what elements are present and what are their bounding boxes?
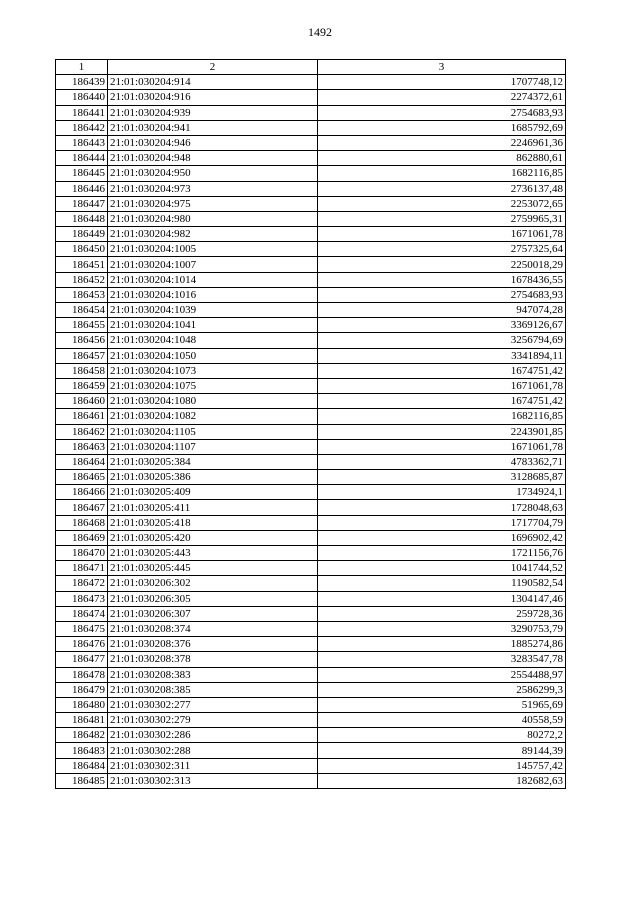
cadastral-value-cell: 1707748,12 xyxy=(318,75,566,90)
row-index-cell: 186465 xyxy=(56,470,108,485)
cadastral-value-cell: 1682116,85 xyxy=(318,166,566,181)
cadastral-number-cell: 21:01:030208:385 xyxy=(108,682,318,697)
table-row xyxy=(56,303,566,318)
cadastral-value-cell: 4783362,71 xyxy=(318,454,566,469)
cadastral-value-cell: 2754683,93 xyxy=(318,105,566,120)
cadastral-value-table xyxy=(55,59,566,789)
cadastral-value-cell: 1685792,69 xyxy=(318,120,566,135)
column-header-index: 1 xyxy=(56,60,108,75)
table-row xyxy=(56,105,566,120)
row-index-cell: 186442 xyxy=(56,120,108,135)
column-header-cadastral-number: 2 xyxy=(108,60,318,75)
table-row xyxy=(56,470,566,485)
column-header-value: 3 xyxy=(318,60,566,75)
table-row xyxy=(56,227,566,242)
cadastral-number-cell: 21:01:030204:946 xyxy=(108,135,318,150)
cadastral-number-cell: 21:01:030204:1105 xyxy=(108,424,318,439)
row-index-cell: 186451 xyxy=(56,257,108,272)
table-row xyxy=(56,546,566,561)
cadastral-value-cell: 145757,42 xyxy=(318,758,566,773)
cadastral-value-cell: 3283547,78 xyxy=(318,652,566,667)
cadastral-number-cell: 21:01:030204:1007 xyxy=(108,257,318,272)
cadastral-value-cell: 51965,69 xyxy=(318,697,566,712)
table-row xyxy=(56,242,566,257)
row-index-cell: 186476 xyxy=(56,637,108,652)
cadastral-number-cell: 21:01:030204:1073 xyxy=(108,363,318,378)
cadastral-number-cell: 21:01:030205:445 xyxy=(108,561,318,576)
cadastral-value-cell: 862880,61 xyxy=(318,151,566,166)
table-row xyxy=(56,348,566,363)
cadastral-value-cell: 40558,59 xyxy=(318,713,566,728)
cadastral-number-cell: 21:01:030204:1107 xyxy=(108,439,318,454)
row-index-cell: 186447 xyxy=(56,196,108,211)
cadastral-value-cell: 1190582,54 xyxy=(318,576,566,591)
cadastral-value-cell: 2253072,65 xyxy=(318,196,566,211)
table-row xyxy=(56,621,566,636)
table-row xyxy=(56,576,566,591)
cadastral-number-cell: 21:01:030204:1041 xyxy=(108,318,318,333)
cadastral-value-cell: 3290753,79 xyxy=(318,621,566,636)
cadastral-number-cell: 21:01:030204:1050 xyxy=(108,348,318,363)
cadastral-value-cell: 1728048,63 xyxy=(318,500,566,515)
cadastral-value-cell: 1041744,52 xyxy=(318,561,566,576)
cadastral-value-cell: 1671061,78 xyxy=(318,439,566,454)
table-row xyxy=(56,135,566,150)
row-index-cell: 186470 xyxy=(56,546,108,561)
cadastral-value-cell: 1696902,42 xyxy=(318,530,566,545)
table-row xyxy=(56,211,566,226)
table-row xyxy=(56,257,566,272)
row-index-cell: 186483 xyxy=(56,743,108,758)
row-index-cell: 186471 xyxy=(56,561,108,576)
row-index-cell: 186459 xyxy=(56,378,108,393)
cadastral-value-cell: 1304147,46 xyxy=(318,591,566,606)
row-index-cell: 186482 xyxy=(56,728,108,743)
cadastral-value-cell: 259728,36 xyxy=(318,606,566,621)
cadastral-value-cell: 2754683,93 xyxy=(318,287,566,302)
cadastral-number-cell: 21:01:030206:305 xyxy=(108,591,318,606)
cadastral-number-cell: 21:01:030205:420 xyxy=(108,530,318,545)
cadastral-value-cell: 1678436,55 xyxy=(318,272,566,287)
cadastral-number-cell: 21:01:030204:1082 xyxy=(108,409,318,424)
cadastral-value-cell: 1674751,42 xyxy=(318,363,566,378)
row-index-cell: 186464 xyxy=(56,454,108,469)
row-index-cell: 186450 xyxy=(56,242,108,257)
table-row xyxy=(56,166,566,181)
page-number: 1492 xyxy=(308,25,332,39)
cadastral-value-cell: 1671061,78 xyxy=(318,378,566,393)
table-row xyxy=(56,682,566,697)
table-row xyxy=(56,424,566,439)
cadastral-value-cell: 182682,63 xyxy=(318,773,566,788)
cadastral-number-cell: 21:01:030204:948 xyxy=(108,151,318,166)
cadastral-value-cell: 1671061,78 xyxy=(318,227,566,242)
row-index-cell: 186480 xyxy=(56,697,108,712)
cadastral-number-cell: 21:01:030204:1048 xyxy=(108,333,318,348)
cadastral-value-cell: 2586299,3 xyxy=(318,682,566,697)
row-index-cell: 186445 xyxy=(56,166,108,181)
table-row xyxy=(56,713,566,728)
table-row xyxy=(56,318,566,333)
row-index-cell: 186481 xyxy=(56,713,108,728)
cadastral-value-cell: 1717704,79 xyxy=(318,515,566,530)
table-row xyxy=(56,394,566,409)
row-index-cell: 186466 xyxy=(56,485,108,500)
cadastral-number-cell: 21:01:030204:1039 xyxy=(108,303,318,318)
cadastral-value-cell: 2759965,31 xyxy=(318,211,566,226)
cadastral-value-cell: 3128685,87 xyxy=(318,470,566,485)
row-index-cell: 186477 xyxy=(56,652,108,667)
row-index-cell: 186460 xyxy=(56,394,108,409)
cadastral-value-cell: 80272,2 xyxy=(318,728,566,743)
cadastral-value-cell: 2243901,85 xyxy=(318,424,566,439)
cadastral-number-cell: 21:01:030302:286 xyxy=(108,728,318,743)
table-row xyxy=(56,151,566,166)
row-index-cell: 186449 xyxy=(56,227,108,242)
cadastral-value-cell: 947074,28 xyxy=(318,303,566,318)
cadastral-number-cell: 21:01:030204:914 xyxy=(108,75,318,90)
cadastral-number-cell: 21:01:030204:1075 xyxy=(108,378,318,393)
cadastral-value-cell: 2250018,29 xyxy=(318,257,566,272)
cadastral-number-cell: 21:01:030205:386 xyxy=(108,470,318,485)
table-row xyxy=(56,272,566,287)
cadastral-number-cell: 21:01:030302:313 xyxy=(108,773,318,788)
table-row xyxy=(56,181,566,196)
table-row xyxy=(56,667,566,682)
row-index-cell: 186443 xyxy=(56,135,108,150)
table-row xyxy=(56,652,566,667)
cadastral-number-cell: 21:01:030205:443 xyxy=(108,546,318,561)
cadastral-number-cell: 21:01:030208:383 xyxy=(108,667,318,682)
cadastral-number-cell: 21:01:030204:975 xyxy=(108,196,318,211)
cadastral-number-cell: 21:01:030204:950 xyxy=(108,166,318,181)
table-row xyxy=(56,561,566,576)
row-index-cell: 186463 xyxy=(56,439,108,454)
table-row xyxy=(56,743,566,758)
row-index-cell: 186485 xyxy=(56,773,108,788)
table-row xyxy=(56,637,566,652)
table-row xyxy=(56,697,566,712)
row-index-cell: 186472 xyxy=(56,576,108,591)
table-row xyxy=(56,363,566,378)
row-index-cell: 186444 xyxy=(56,151,108,166)
table-row xyxy=(56,196,566,211)
table-row xyxy=(56,758,566,773)
table-row xyxy=(56,773,566,788)
cadastral-value-cell: 2554488,97 xyxy=(318,667,566,682)
row-index-cell: 186455 xyxy=(56,318,108,333)
row-index-cell: 186448 xyxy=(56,211,108,226)
cadastral-number-cell: 21:01:030204:982 xyxy=(108,227,318,242)
cadastral-number-cell: 21:01:030204:1016 xyxy=(108,287,318,302)
table-row xyxy=(56,409,566,424)
row-index-cell: 186446 xyxy=(56,181,108,196)
cadastral-number-cell: 21:01:030205:411 xyxy=(108,500,318,515)
cadastral-value-cell: 1682116,85 xyxy=(318,409,566,424)
cadastral-number-cell: 21:01:030208:376 xyxy=(108,637,318,652)
row-index-cell: 186456 xyxy=(56,333,108,348)
row-index-cell: 186479 xyxy=(56,682,108,697)
cadastral-number-cell: 21:01:030302:288 xyxy=(108,743,318,758)
cadastral-number-cell: 21:01:030204:939 xyxy=(108,105,318,120)
table-row xyxy=(56,378,566,393)
cadastral-value-cell: 2246961,36 xyxy=(318,135,566,150)
row-index-cell: 186457 xyxy=(56,348,108,363)
row-index-cell: 186462 xyxy=(56,424,108,439)
cadastral-number-cell: 21:01:030205:384 xyxy=(108,454,318,469)
table-row xyxy=(56,120,566,135)
cadastral-value-cell: 2757325,64 xyxy=(318,242,566,257)
cadastral-number-cell: 21:01:030204:1080 xyxy=(108,394,318,409)
table-row xyxy=(56,500,566,515)
cadastral-value-cell: 1721156,76 xyxy=(318,546,566,561)
cadastral-number-cell: 21:01:030204:941 xyxy=(108,120,318,135)
row-index-cell: 186440 xyxy=(56,90,108,105)
table-row xyxy=(56,90,566,105)
table-body xyxy=(56,75,566,789)
cadastral-value-cell: 2736137,48 xyxy=(318,181,566,196)
cadastral-number-cell: 21:01:030302:277 xyxy=(108,697,318,712)
cadastral-number-cell: 21:01:030302:279 xyxy=(108,713,318,728)
cadastral-number-cell: 21:01:030206:302 xyxy=(108,576,318,591)
cadastral-value-cell: 3369126,67 xyxy=(318,318,566,333)
cadastral-value-cell: 1885274,86 xyxy=(318,637,566,652)
cadastral-value-cell: 3256794,69 xyxy=(318,333,566,348)
table-row xyxy=(56,333,566,348)
row-index-cell: 186473 xyxy=(56,591,108,606)
cadastral-value-cell: 2274372,61 xyxy=(318,90,566,105)
cadastral-value-cell: 3341894,11 xyxy=(318,348,566,363)
table-header-row xyxy=(56,60,566,75)
cadastral-number-cell: 21:01:030204:980 xyxy=(108,211,318,226)
row-index-cell: 186439 xyxy=(56,75,108,90)
table-row xyxy=(56,728,566,743)
cadastral-number-cell: 21:01:030205:409 xyxy=(108,485,318,500)
row-index-cell: 186475 xyxy=(56,621,108,636)
row-index-cell: 186478 xyxy=(56,667,108,682)
cadastral-number-cell: 21:01:030208:378 xyxy=(108,652,318,667)
cadastral-value-cell: 89144,39 xyxy=(318,743,566,758)
cadastral-number-cell: 21:01:030302:311 xyxy=(108,758,318,773)
table-row xyxy=(56,485,566,500)
table-row xyxy=(56,439,566,454)
row-index-cell: 186469 xyxy=(56,530,108,545)
row-index-cell: 186458 xyxy=(56,363,108,378)
table-row xyxy=(56,606,566,621)
table-row xyxy=(56,287,566,302)
table-row xyxy=(56,75,566,90)
cadastral-number-cell: 21:01:030204:1014 xyxy=(108,272,318,287)
table-row xyxy=(56,530,566,545)
cadastral-number-cell: 21:01:030204:973 xyxy=(108,181,318,196)
row-index-cell: 186484 xyxy=(56,758,108,773)
table-row xyxy=(56,591,566,606)
row-index-cell: 186452 xyxy=(56,272,108,287)
row-index-cell: 186474 xyxy=(56,606,108,621)
cadastral-value-cell: 1734924,1 xyxy=(318,485,566,500)
cadastral-number-cell: 21:01:030204:1005 xyxy=(108,242,318,257)
row-index-cell: 186441 xyxy=(56,105,108,120)
cadastral-number-cell: 21:01:030206:307 xyxy=(108,606,318,621)
row-index-cell: 186467 xyxy=(56,500,108,515)
cadastral-number-cell: 21:01:030205:418 xyxy=(108,515,318,530)
cadastral-number-cell: 21:01:030208:374 xyxy=(108,621,318,636)
cadastral-number-cell: 21:01:030204:916 xyxy=(108,90,318,105)
table-row xyxy=(56,454,566,469)
row-index-cell: 186453 xyxy=(56,287,108,302)
table-row xyxy=(56,515,566,530)
row-index-cell: 186461 xyxy=(56,409,108,424)
row-index-cell: 186454 xyxy=(56,303,108,318)
row-index-cell: 186468 xyxy=(56,515,108,530)
cadastral-value-cell: 1674751,42 xyxy=(318,394,566,409)
